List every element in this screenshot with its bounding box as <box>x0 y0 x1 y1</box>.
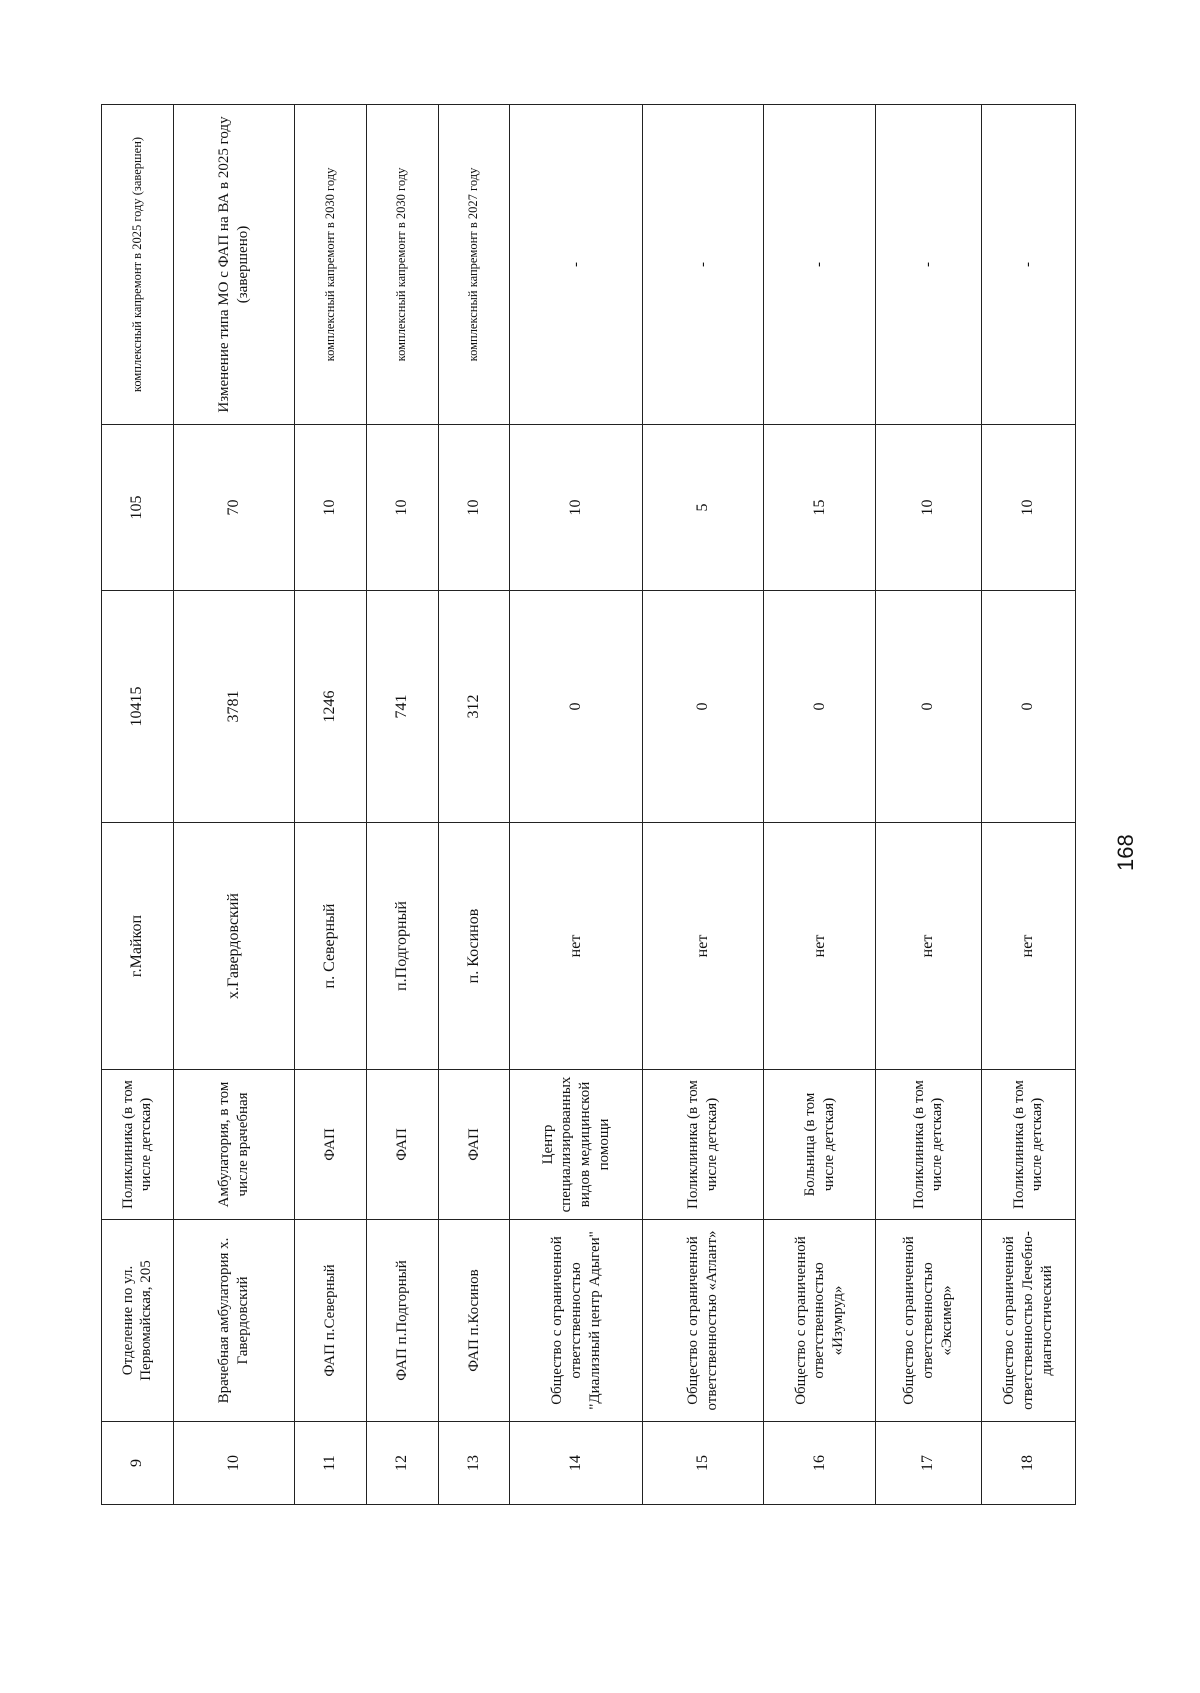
table-row <box>366 105 438 1505</box>
table-row <box>642 105 763 1505</box>
table-row <box>510 105 642 1505</box>
table-row <box>981 105 1075 1505</box>
settlement-cell: нет <box>642 823 763 1070</box>
organization-type-cell: Центр специализированных видов медицинской помощи <box>510 1070 642 1220</box>
row-number-cell: 9 <box>102 1422 174 1505</box>
distance-cell: 70 <box>173 425 294 591</box>
note-cell: - <box>642 105 763 425</box>
population-cell: 10415 <box>102 591 174 823</box>
settlement-cell: г.Майкоп <box>102 823 174 1070</box>
table-body <box>102 105 1076 1505</box>
table-row <box>295 105 367 1505</box>
organization-name-cell: ФАП п.Косинов <box>438 1220 510 1422</box>
population-cell: 741 <box>366 591 438 823</box>
row-number-cell: 13 <box>438 1422 510 1505</box>
population-cell: 0 <box>510 591 642 823</box>
note-cell: комплексный капремонт в 2030 году <box>366 105 438 425</box>
population-cell: 0 <box>876 591 981 823</box>
table-row <box>876 105 981 1505</box>
settlement-cell: х.Гавердовский <box>173 823 294 1070</box>
organization-name-cell: ФАП п.Подгорный <box>366 1220 438 1422</box>
population-cell: 0 <box>764 591 876 823</box>
table-row <box>438 105 510 1505</box>
organization-name-cell: Отделение по ул. Первомайская, 205 <box>102 1220 174 1422</box>
row-number-cell: 12 <box>366 1422 438 1505</box>
organization-type-cell: Больница (в том числе детская) <box>764 1070 876 1220</box>
settlement-cell: п. Косинов <box>438 823 510 1070</box>
organization-type-cell: ФАП <box>366 1070 438 1220</box>
note-cell: комплексный капремонт в 2025 году (завершен) <box>102 105 174 425</box>
organization-name-cell: Общество с ограниченной ответственностью «Эксимер» <box>876 1220 981 1422</box>
distance-cell: 10 <box>295 425 367 591</box>
distance-cell: 5 <box>642 425 763 591</box>
table-row <box>764 105 876 1505</box>
population-cell: 312 <box>438 591 510 823</box>
organization-name-cell: ФАП п.Северный <box>295 1220 367 1422</box>
organization-name-cell: Общество с ограниченной ответственностью "Диализный центр Адыгеи" <box>510 1220 642 1422</box>
note-cell: комплексный капремонт в 2027 году <box>438 105 510 425</box>
row-number-cell: 18 <box>981 1422 1075 1505</box>
table-row <box>102 105 174 1505</box>
settlement-cell: п. Северный <box>295 823 367 1070</box>
distance-cell: 10 <box>981 425 1075 591</box>
organization-name-cell: Врачебная амбулатория х. Гавердовский <box>173 1220 294 1422</box>
distance-cell: 10 <box>876 425 981 591</box>
note-cell: Изменение типа МО с ФАП на ВА в 2025 году (завершено) <box>173 105 294 425</box>
note-cell: - <box>876 105 981 425</box>
note-cell: - <box>764 105 876 425</box>
organization-type-cell: Поликлиника (в том числе детская) <box>642 1070 763 1220</box>
settlement-cell: п.Подгорный <box>366 823 438 1070</box>
distance-cell: 105 <box>102 425 174 591</box>
distance-cell: 10 <box>366 425 438 591</box>
organization-type-cell: ФАП <box>295 1070 367 1220</box>
settlement-cell: нет <box>510 823 642 1070</box>
population-cell: 1246 <box>295 591 367 823</box>
settlement-cell: нет <box>876 823 981 1070</box>
row-number-cell: 16 <box>764 1422 876 1505</box>
settlement-cell: нет <box>981 823 1075 1070</box>
organization-name-cell: Общество с ограниченной ответственностью Лечебно-диагностический <box>981 1220 1075 1422</box>
organization-type-cell: Амбулатория, в том числе врачебная <box>173 1070 294 1220</box>
row-number-cell: 14 <box>510 1422 642 1505</box>
organization-type-cell: Поликлиника (в том числе детская) <box>876 1070 981 1220</box>
organization-type-cell: Поликлиника (в том числе детская) <box>102 1070 174 1220</box>
organization-type-cell: ФАП <box>438 1070 510 1220</box>
organization-name-cell: Общество с ограниченной ответственностью «Изумруд» <box>764 1220 876 1422</box>
population-cell: 0 <box>642 591 763 823</box>
organization-type-cell: Поликлиника (в том числе детская) <box>981 1070 1075 1220</box>
medical-organizations-table <box>101 104 1076 1505</box>
row-number-cell: 15 <box>642 1422 763 1505</box>
distance-cell: 10 <box>510 425 642 591</box>
distance-cell: 15 <box>764 425 876 591</box>
row-number-cell: 11 <box>295 1422 367 1505</box>
note-cell: - <box>981 105 1075 425</box>
settlement-cell: нет <box>764 823 876 1070</box>
row-number-cell: 17 <box>876 1422 981 1505</box>
note-cell: комплексный капремонт в 2030 году <box>295 105 367 425</box>
page-number: 168 <box>1113 834 1138 871</box>
population-cell: 3781 <box>173 591 294 823</box>
note-cell: - <box>510 105 642 425</box>
distance-cell: 10 <box>438 425 510 591</box>
table-row <box>173 105 294 1505</box>
population-cell: 0 <box>981 591 1075 823</box>
organization-name-cell: Общество с ограниченной ответственностью «Атлант» <box>642 1220 763 1422</box>
row-number-cell: 10 <box>173 1422 294 1505</box>
